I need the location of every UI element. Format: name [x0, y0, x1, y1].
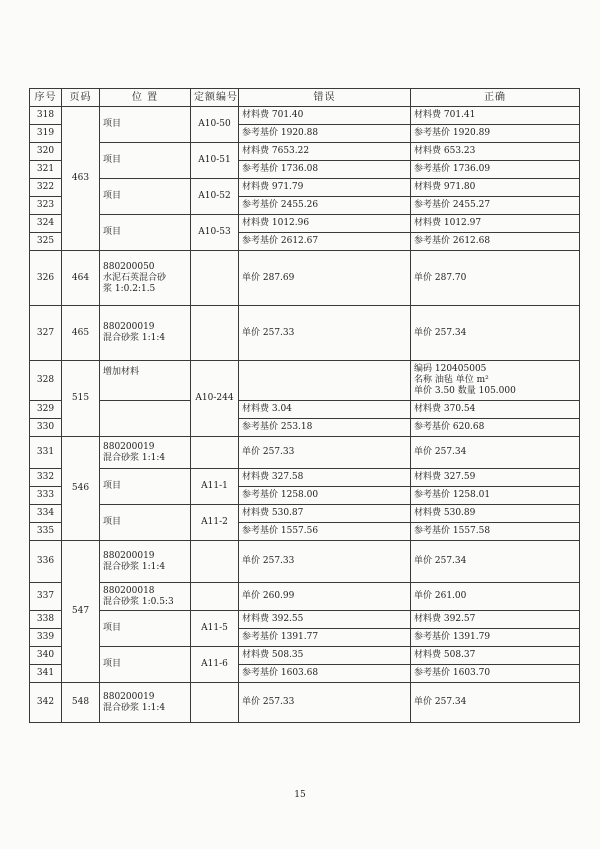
material-code: 880200050 — [103, 261, 155, 272]
position-cell: 项目 — [100, 107, 191, 143]
page-cell: 463 — [62, 107, 100, 251]
seq-cell: 322 — [30, 179, 62, 197]
added-code: 编码 120405005 — [414, 364, 487, 374]
position-cell — [100, 437, 191, 469]
seq-cell: 337 — [30, 583, 62, 611]
seq-cell: 341 — [30, 665, 62, 683]
material-name: 混合砂浆 1:1:4 — [103, 702, 166, 713]
quota-cell: A10-51 — [191, 143, 239, 179]
header-page: 页码 — [62, 89, 100, 107]
wrong-cell: 材料费 701.40 — [239, 107, 411, 125]
wrong-cell: 参考基价 1557.56 — [239, 523, 411, 541]
quota-cell — [191, 683, 239, 723]
correct-cell: 单价 257.34 — [411, 683, 580, 723]
quota-cell: A11-2 — [191, 505, 239, 541]
material-name: 混合砂浆 1:1:4 — [103, 561, 166, 572]
material-ratio: 浆 1:0.2:1.5 — [103, 283, 156, 294]
quota-cell: A10-244 — [191, 361, 239, 437]
correct-cell: 材料费 971.80 — [411, 179, 580, 197]
seq-cell: 342 — [30, 683, 62, 723]
position-cell — [100, 683, 191, 723]
header-seq: 序号 — [30, 89, 62, 107]
position-cell — [100, 541, 191, 583]
correct-cell — [411, 361, 580, 401]
quota-cell: A10-52 — [191, 179, 239, 215]
errata-table — [29, 88, 580, 723]
table-row — [30, 251, 580, 306]
table-row — [30, 361, 580, 401]
table-row — [30, 683, 580, 723]
material-code: 880200019 — [103, 550, 155, 561]
wrong-cell: 参考基价 1603.68 — [239, 665, 411, 683]
correct-cell: 单价 261.00 — [411, 583, 580, 611]
correct-cell: 参考基价 2612.68 — [411, 233, 580, 251]
position-cell: 项目 — [100, 647, 191, 683]
seq-cell: 320 — [30, 143, 62, 161]
wrong-cell: 参考基价 2455.26 — [239, 197, 411, 215]
added-price-qty: 单价 3.50 数量 105.000 — [414, 386, 516, 396]
table-row — [30, 647, 580, 665]
table-row — [30, 469, 580, 487]
quota-cell: A11-6 — [191, 647, 239, 683]
table-row — [30, 401, 580, 419]
seq-cell: 333 — [30, 487, 62, 505]
wrong-cell: 参考基价 1736.08 — [239, 161, 411, 179]
header-position: 位 置 — [100, 89, 191, 107]
table-row — [30, 541, 580, 583]
seq-cell: 325 — [30, 233, 62, 251]
wrong-cell: 参考基价 253.18 — [239, 419, 411, 437]
correct-cell: 材料费 327.59 — [411, 469, 580, 487]
seq-cell: 340 — [30, 647, 62, 665]
position-cell — [100, 306, 191, 361]
material-name: 混合砂浆 1:0.5:3 — [103, 596, 174, 607]
quota-cell — [191, 437, 239, 469]
seq-cell: 330 — [30, 419, 62, 437]
seq-cell: 326 — [30, 251, 62, 306]
page-cell: 548 — [62, 683, 100, 723]
quota-cell: A11-5 — [191, 611, 239, 647]
wrong-cell: 材料费 508.35 — [239, 647, 411, 665]
header-correct: 正确 — [411, 89, 580, 107]
position-cell — [100, 583, 191, 611]
correct-cell: 材料费 508.37 — [411, 647, 580, 665]
added-name-unit: 名称 油毡 单位 m² — [414, 375, 489, 385]
material-name: 混合砂浆 1:1:4 — [103, 452, 166, 463]
material-code: 880200018 — [103, 585, 155, 596]
material-code: 880200019 — [103, 441, 155, 452]
seq-cell: 323 — [30, 197, 62, 215]
wrong-cell: 材料费 530.87 — [239, 505, 411, 523]
correct-cell: 参考基价 1391.79 — [411, 629, 580, 647]
wrong-cell: 单价 287.69 — [239, 251, 411, 306]
wrong-cell: 材料费 392.55 — [239, 611, 411, 629]
table-row — [30, 505, 580, 523]
page-cell: 546 — [62, 437, 100, 541]
quota-cell — [191, 541, 239, 583]
table-row — [30, 107, 580, 125]
wrong-cell: 单价 260.99 — [239, 583, 411, 611]
material-code: 880200019 — [103, 322, 155, 332]
header-quota: 定额编号 — [191, 89, 239, 107]
seq-cell: 319 — [30, 125, 62, 143]
correct-cell: 参考基价 1736.09 — [411, 161, 580, 179]
position-cell: 项目 — [100, 469, 191, 505]
seq-cell: 324 — [30, 215, 62, 233]
page-cell: 515 — [62, 361, 100, 437]
wrong-cell: 材料费 327.58 — [239, 469, 411, 487]
seq-cell: 321 — [30, 161, 62, 179]
wrong-cell: 材料费 3.04 — [239, 401, 411, 419]
wrong-cell: 参考基价 1920.88 — [239, 125, 411, 143]
correct-cell: 参考基价 1603.70 — [411, 665, 580, 683]
table-row — [30, 143, 580, 161]
position-text: 增加材料 — [103, 366, 140, 377]
correct-cell: 材料费 653.23 — [411, 143, 580, 161]
header-row — [30, 89, 580, 107]
seq-cell: 334 — [30, 505, 62, 523]
page-cell: 464 — [62, 251, 100, 306]
quota-cell: A11-1 — [191, 469, 239, 505]
quota-cell — [191, 251, 239, 306]
wrong-cell: 材料费 1012.96 — [239, 215, 411, 233]
table-row — [30, 306, 580, 361]
wrong-cell: 单价 257.33 — [239, 683, 411, 723]
page-number: 15 — [294, 790, 306, 800]
position-cell: 项目 — [100, 143, 191, 179]
seq-cell: 339 — [30, 629, 62, 647]
quota-cell — [191, 583, 239, 611]
table-row — [30, 611, 580, 629]
wrong-cell — [239, 361, 411, 401]
correct-cell: 参考基价 1258.01 — [411, 487, 580, 505]
material-name: 混合砂浆 1:1:4 — [103, 333, 166, 343]
wrong-cell: 参考基价 1391.77 — [239, 629, 411, 647]
correct-cell: 材料费 1012.97 — [411, 215, 580, 233]
correct-cell: 材料费 392.57 — [411, 611, 580, 629]
wrong-cell: 单价 257.33 — [239, 306, 411, 361]
seq-cell: 332 — [30, 469, 62, 487]
seq-cell: 331 — [30, 437, 62, 469]
correct-cell: 单价 257.34 — [411, 437, 580, 469]
wrong-cell: 材料费 7653.22 — [239, 143, 411, 161]
material-code: 880200019 — [103, 691, 155, 702]
seq-cell: 338 — [30, 611, 62, 629]
position-cell: 项目 — [100, 611, 191, 647]
correct-cell: 参考基价 2455.27 — [411, 197, 580, 215]
seq-cell: 329 — [30, 401, 62, 419]
correct-cell: 参考基价 620.68 — [411, 419, 580, 437]
seq-cell: 336 — [30, 541, 62, 583]
position-cell — [100, 251, 191, 306]
material-name: 水泥石英混合砂 — [103, 272, 167, 283]
correct-cell: 单价 257.34 — [411, 306, 580, 361]
seq-cell: 328 — [30, 361, 62, 401]
table-row — [30, 583, 580, 611]
correct-cell: 材料费 370.54 — [411, 401, 580, 419]
table-row — [30, 437, 580, 469]
position-cell: 项目 — [100, 179, 191, 215]
wrong-cell: 参考基价 1258.00 — [239, 487, 411, 505]
table-row — [30, 179, 580, 197]
position-cell — [100, 401, 191, 437]
position-cell — [100, 361, 191, 401]
seq-cell: 327 — [30, 306, 62, 361]
page-cell: 465 — [62, 306, 100, 361]
header-wrong: 错误 — [239, 89, 411, 107]
table-row — [30, 215, 580, 233]
correct-cell: 材料费 530.89 — [411, 505, 580, 523]
quota-cell — [191, 306, 239, 361]
quota-cell: A10-50 — [191, 107, 239, 143]
correct-cell: 单价 287.70 — [411, 251, 580, 306]
position-cell: 项目 — [100, 215, 191, 251]
seq-cell: 318 — [30, 107, 62, 125]
wrong-cell: 材料费 971.79 — [239, 179, 411, 197]
correct-cell: 参考基价 1920.89 — [411, 125, 580, 143]
seq-cell: 335 — [30, 523, 62, 541]
correct-cell: 材料费 701.41 — [411, 107, 580, 125]
page-cell: 547 — [62, 541, 100, 683]
position-cell: 项目 — [100, 505, 191, 541]
wrong-cell: 单价 257.33 — [239, 437, 411, 469]
correct-cell: 参考基价 1557.58 — [411, 523, 580, 541]
wrong-cell: 单价 257.33 — [239, 541, 411, 583]
wrong-cell: 参考基价 2612.67 — [239, 233, 411, 251]
quota-cell: A10-53 — [191, 215, 239, 251]
correct-cell: 单价 257.34 — [411, 541, 580, 583]
